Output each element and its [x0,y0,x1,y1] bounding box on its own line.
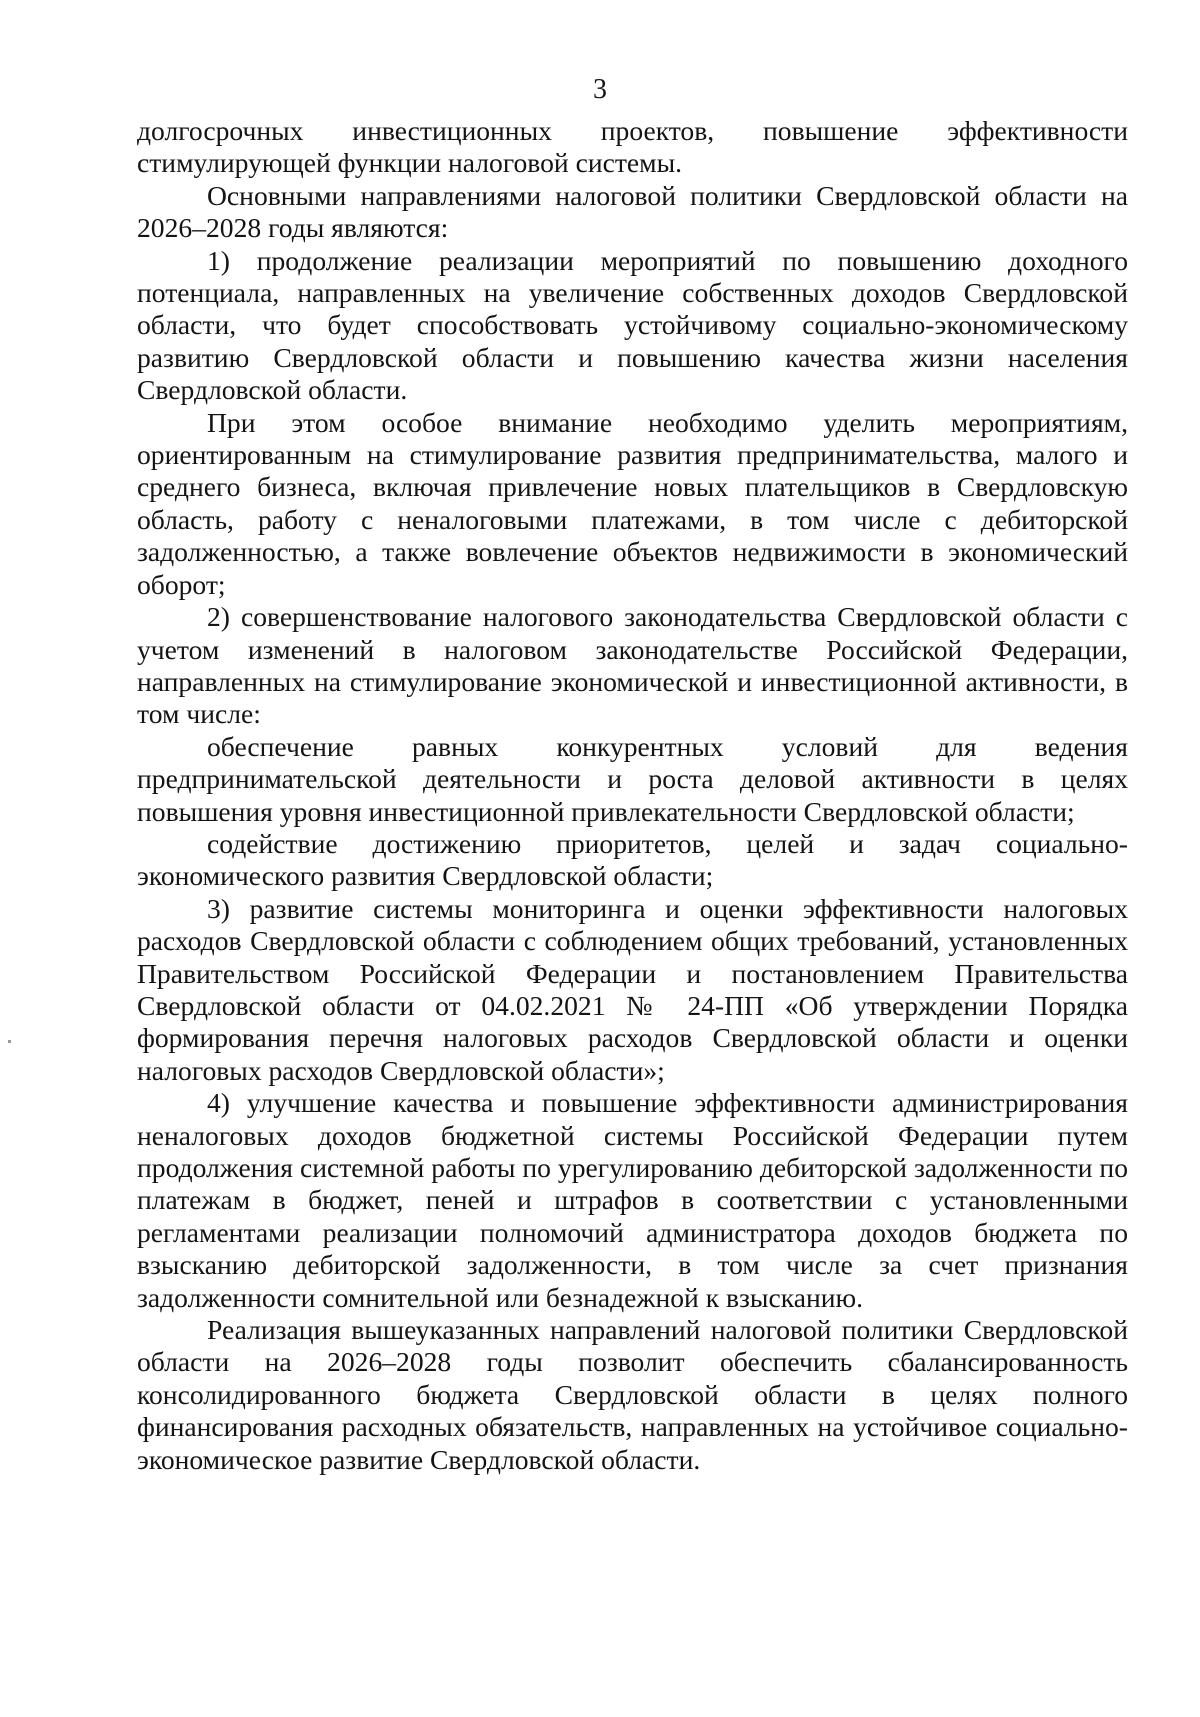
paragraph-continuation: долгосрочных инвестиционных проектов, повышение эффективности стимулирующей функции налоговой системы. [137,115,1128,179]
paragraph-item-2-sub-2: содействие достижению приоритетов, целей и задач социально-экономического развития Свердловской области; [137,827,1128,892]
paragraph-conclusion: Реализация вышеуказанных направлений налоговой политики Свердловской области на 2026–2028 годы позволит обеспечить сбалансированность консолидированного бюджета Свердловской области в целях полного финансирования расходных обязательств, направленных на устойчивое социально-экономическое развитие Свердловской области. [137,1314,1128,1475]
paragraph-item-1-attention: При этом особое внимание необходимо уделить мероприятиям, ориентированным на стимулирование развития предпринимательства, малого и среднего бизнеса, включая привлечение новых плательщиков в Свердловскую область, работу с неналоговыми платежами, в том числе с дебиторской задолженностью, а также вовлечение объектов недвижимости в экономический оборот; [137,406,1128,600]
paragraph-item-1: 1) продолжение реализации мероприятий по повышению доходного потенциала, направленных на увеличение собственных доходов Свердловской области, что будет способствовать устойчивому социально-экономическому развитию Свердловской области и повышению качества жизни населения Свердловской области. [137,244,1128,406]
paragraph-item-2: 2) совершенствование налогового законодательства Свердловской области с учетом изменений в налоговом законодательстве Российской Федерации, направленных на стимулирование экономической и инвестиционной активности, в том числе: [137,601,1128,730]
paragraph-item-4: 4) улучшение качества и повышение эффективности администрирования неналоговых доходов бюджетной системы Российской Федерации путем продолжения системной работы по урегулированию дебиторской задолженности по платежам в бюджет, пеней и штрафов в соответствии с установленными регламентами реализации полномочий администратора доходов бюджета по взысканию дебиторской задолженности, в том числе за счет признания задолженности сомнительной или безнадежной к взысканию. [137,1087,1128,1313]
paragraph-item-3: 3) развитие системы мониторинга и оценки эффективности налоговых расходов Свердловской области с соблюдением общих требований, установленных Правительством Российской Федерации и постановлением Правительства Свердловской области от 04.02.2021 № 24-ПП «Об утверждении Порядка формирования перечня налоговых расходов Свердловской области и оценки налоговых расходов Свердловской области»; [137,892,1128,1086]
document-body [137,115,1128,1476]
paragraph-item-2-sub-1: обеспечение равных конкурентных условий для ведения предпринимательской деятельности и роста деловой активности в целях повышения уровня инвестиционной привлекательности Свердловской области; [137,730,1128,827]
scan-speck [8,1040,11,1043]
paragraph-main-directions: Основными направлениями налоговой политики Свердловской области на 2026–2028 годы являются: [137,179,1128,244]
page-number: 3 [593,74,607,105]
